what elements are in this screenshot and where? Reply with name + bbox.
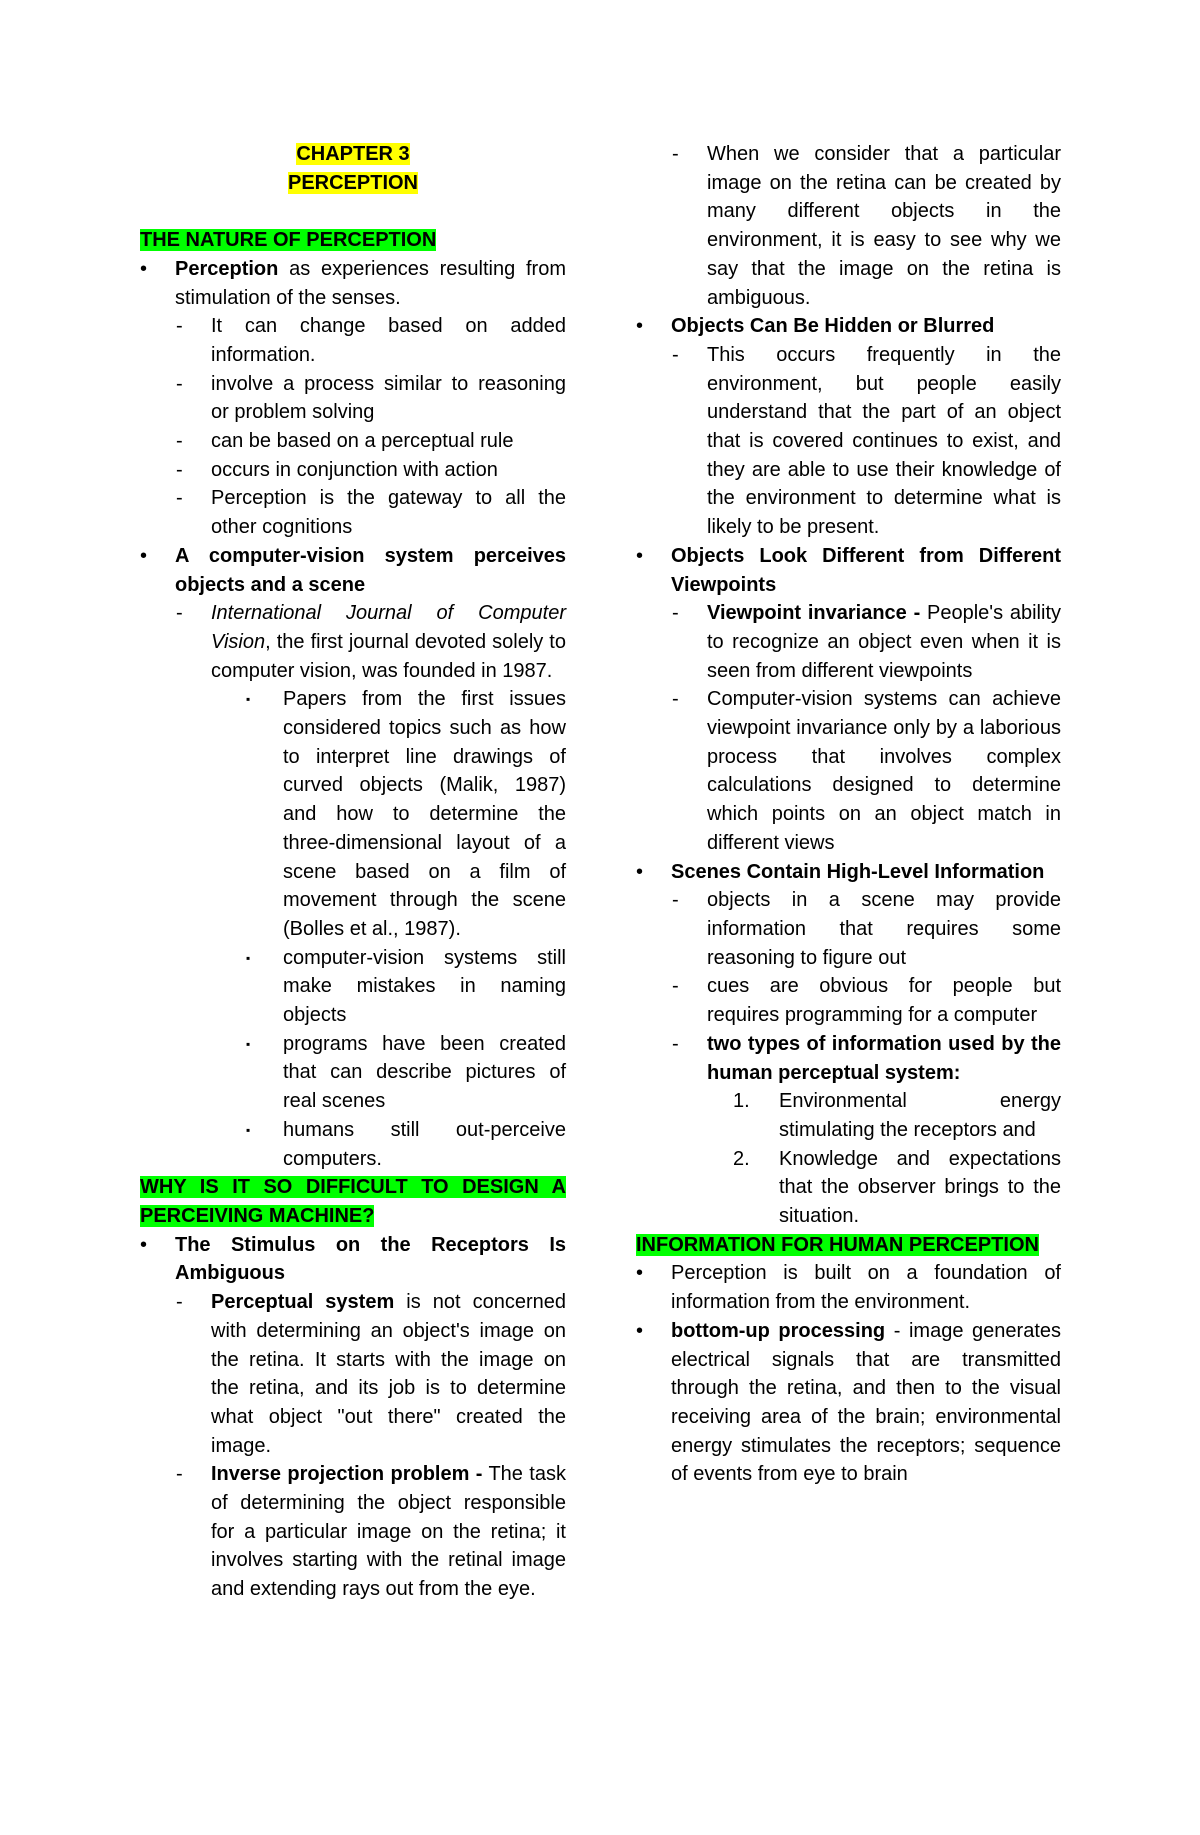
list-item: • Objects Can Be Hidden or Blurred — [636, 315, 995, 338]
list-item: ▪ humans still out-perceive computers. — [246, 1118, 566, 1170]
list-item: - Perceptual system is not concerned with determining an object's image on the retina. It starts with the image on the retina, and its job is to determine what object "out there" created the image. — [176, 1291, 566, 1457]
numbered-item: 2. Knowledge and expectations that the observer brings to the situation. — [733, 1147, 1061, 1228]
list-item: • A computer-vision system perceives objects and a scene — [140, 544, 566, 596]
list-item: - It can change based on added information. — [176, 315, 566, 366]
list-item: - two types of information used by the human perceptual system: — [672, 1032, 1061, 1084]
list-item: - Perception is the gateway to all the other cognitions — [176, 487, 566, 539]
list-item: • The Stimulus on the Receptors Is Ambiguous — [140, 1233, 566, 1285]
list-item: - cues are obvious for people but requires programming for a computer — [672, 975, 1061, 1027]
list-item: - objects in a scene may provide information that requires some reasoning to figure out — [672, 889, 1061, 969]
list-item: - occurs in conjunction with action — [176, 458, 498, 481]
list-item: ▪ Papers from the first issues considered topics such as how to interpret line drawings of curved objects (Malik, 1987) and how to determine the three-dimensional layout of a scene based on a film of movement through the scene (Bolles et al., 1987). — [246, 688, 566, 940]
list-item: • Perception as experiences resulting from stimulation of the senses. — [140, 257, 566, 309]
list-item: • bottom-up processing - image generates electrical signals that are transmitted through the retina, and then to the visual receiving area of the brain; environmental energy stimulates the receptors; sequence of events from eye to brain — [636, 1319, 1061, 1486]
list-item: - can be based on a perceptual rule — [176, 430, 514, 453]
list-item: - Viewpoint invariance - People's ability to recognize an object even when it is seen from different viewpoints — [672, 602, 1061, 682]
section-heading-nature: THE NATURE OF PERCEPTION — [140, 229, 437, 252]
numbered-item: 1. Environmental energy stimulating the receptors and — [733, 1090, 1061, 1141]
list-item: - This occurs frequently in the environment, but people easily understand that the part of an object that is covered continues to exist, and they are able to use their knowledge of the environment to determine what is likely to be present. — [672, 343, 1061, 539]
section-heading-difficult: WHY IS IT SO DIFFICULT TO DESIGN A PERCEIVING MACHINE? — [140, 1176, 566, 1227]
left-column — [140, 140, 566, 1604]
chapter-label: CHAPTER 3 — [296, 143, 410, 165]
list-item: - involve a process similar to reasoning or problem solving — [176, 372, 566, 424]
list-item: ▪ programs have been created that can describe pictures of real scenes — [246, 1032, 566, 1113]
page-title: PERCEPTION — [287, 171, 419, 194]
list-item: - Inverse projection problem - The task of determining the object responsible for a particular image on the retina; it involves starting with the retinal image and extending rays out from the eye. — [176, 1463, 566, 1601]
list-item: ▪ computer-vision systems still make mistakes in naming objects — [246, 946, 566, 1027]
list-item: - When we consider that a particular image on the retina can be created by many different objects in the environment, it is easy to see why we say that the image on the retina is ambiguous. — [672, 143, 1061, 309]
list-item: • Objects Look Different from Different Viewpoints — [636, 544, 1061, 596]
section-heading-information: INFORMATION FOR HUMAN PERCEPTION — [636, 1233, 1039, 1256]
right-column — [636, 140, 1061, 1489]
list-item: - International Journal of Computer Vision, the first journal devoted solely to computer vision, was founded in 1987. — [176, 602, 566, 682]
list-item: • Perception is built on a foundation of information from the environment. — [636, 1262, 1061, 1314]
list-item: • Scenes Contain High-Level Information — [636, 860, 1045, 883]
list-item: - Computer-vision systems can achieve viewpoint invariance only by a laborious process that involves complex calculations designed to determine which points on an object match in different views — [672, 688, 1061, 854]
